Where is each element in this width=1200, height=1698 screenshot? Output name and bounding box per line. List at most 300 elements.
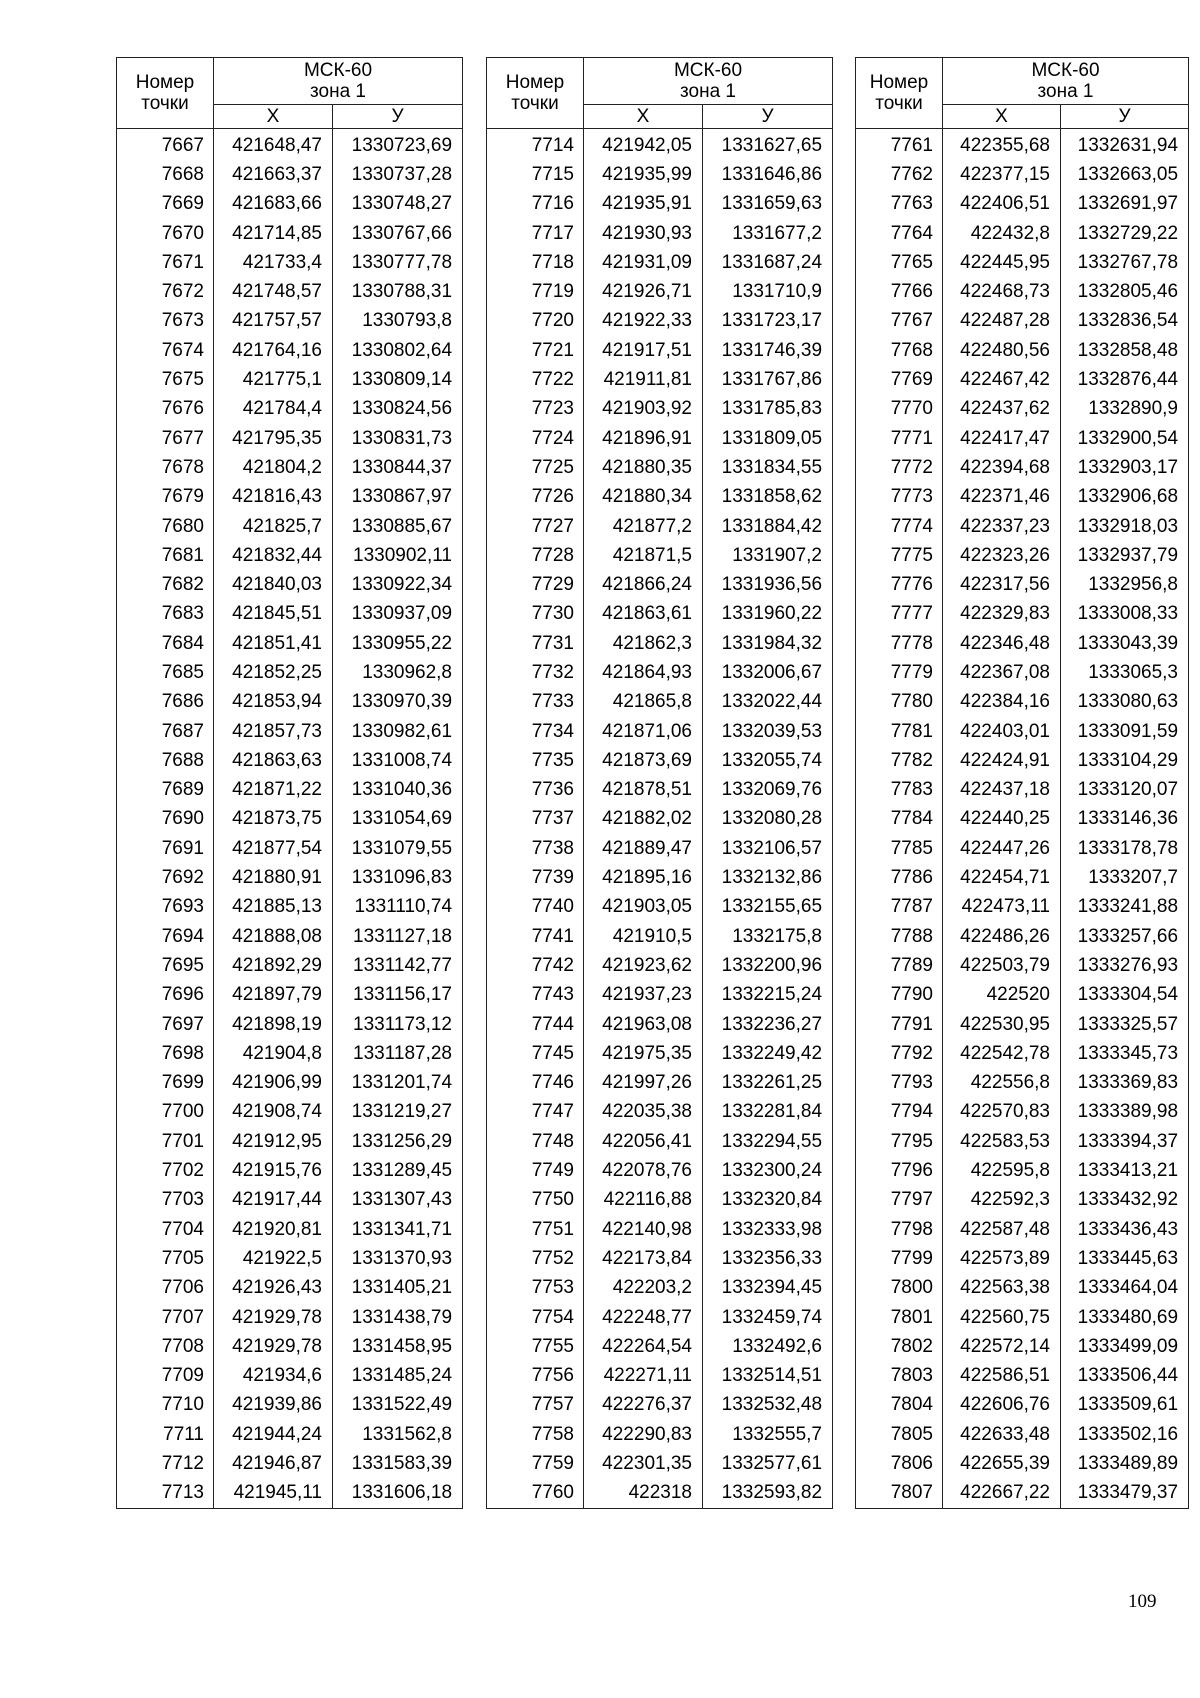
- x-coordinate-cell: 422587,48: [943, 1215, 1061, 1244]
- table-row: [117, 277, 463, 306]
- x-coordinate-cell: 421775,1: [214, 365, 333, 394]
- point-number-cell: 7749: [487, 1156, 584, 1185]
- x-coordinate-cell: 422655,39: [943, 1449, 1061, 1478]
- y-coordinate-cell: 1332937,79: [1061, 541, 1189, 570]
- x-coordinate-cell: 421882,02: [584, 805, 703, 834]
- x-coordinate-cell: 422586,51: [943, 1361, 1061, 1390]
- table-row: [487, 1244, 833, 1273]
- table-row: [487, 395, 833, 424]
- point-number-cell: 7798: [856, 1215, 943, 1244]
- y-coordinate-cell: 1333436,43: [1061, 1215, 1189, 1244]
- table-row: [487, 1069, 833, 1098]
- coordinates-table-1: [116, 57, 463, 1509]
- y-coordinate-cell: 1333257,66: [1061, 922, 1189, 951]
- y-coordinate-cell: 1331110,74: [333, 893, 463, 922]
- y-column-header: У: [1061, 105, 1189, 129]
- point-number-cell: 7800: [856, 1274, 943, 1303]
- x-coordinate-cell: 422468,73: [943, 277, 1061, 306]
- table-row: [856, 1391, 1189, 1420]
- table-row: [487, 541, 833, 570]
- x-coordinate-cell: 421877,54: [214, 834, 333, 863]
- x-coordinate-cell: 421888,08: [214, 922, 333, 951]
- table-row: [117, 160, 463, 189]
- table-row: [856, 629, 1189, 658]
- table-row: [117, 1449, 463, 1478]
- table-row: [487, 1098, 833, 1127]
- point-number-cell: 7756: [487, 1361, 584, 1390]
- x-coordinate-cell: 421903,05: [584, 893, 703, 922]
- x-coordinate-cell: 421917,51: [584, 336, 703, 365]
- point-number-cell: 7778: [856, 629, 943, 658]
- y-coordinate-cell: 1333369,83: [1061, 1069, 1189, 1098]
- table-row: [487, 190, 833, 219]
- y-coordinate-cell: 1331562,8: [333, 1420, 463, 1449]
- x-coordinate-cell: 421926,43: [214, 1274, 333, 1303]
- point-number-cell: 7766: [856, 277, 943, 306]
- table-row: [117, 863, 463, 892]
- x-coordinate-cell: 421757,57: [214, 307, 333, 336]
- x-coordinate-cell: 422346,48: [943, 629, 1061, 658]
- table-row: [487, 1303, 833, 1332]
- table-row: [117, 1098, 463, 1127]
- table-row: [487, 629, 833, 658]
- x-coordinate-cell: 421915,76: [214, 1156, 333, 1185]
- point-number-cell: 7695: [117, 951, 214, 980]
- table-row: [117, 1361, 463, 1390]
- point-number-cell: 7674: [117, 336, 214, 365]
- table-row: [117, 951, 463, 980]
- table-row: [117, 1127, 463, 1156]
- y-coordinate-cell: 1331219,27: [333, 1098, 463, 1127]
- table-row: [487, 483, 833, 512]
- table-row: [487, 600, 833, 629]
- y-coordinate-cell: 1332729,22: [1061, 219, 1189, 248]
- y-coordinate-cell: 1330844,37: [333, 453, 463, 482]
- x-coordinate-cell: 421663,37: [214, 160, 333, 189]
- y-coordinate-cell: 1331127,18: [333, 922, 463, 951]
- point-number-cell: 7743: [487, 981, 584, 1010]
- table-row: [487, 1215, 833, 1244]
- y-coordinate-cell: 1331008,74: [333, 746, 463, 775]
- y-coordinate-cell: 1332492,6: [703, 1332, 833, 1361]
- y-coordinate-cell: 1330802,64: [333, 336, 463, 365]
- point-number-cell: 7767: [856, 307, 943, 336]
- x-coordinate-cell: 422467,42: [943, 365, 1061, 394]
- x-column-header: X: [214, 105, 333, 129]
- table-row: [856, 160, 1189, 189]
- x-coordinate-cell: 422140,98: [584, 1215, 703, 1244]
- point-number-cell: 7780: [856, 688, 943, 717]
- y-coordinate-cell: 1330955,22: [333, 629, 463, 658]
- y-coordinate-cell: 1331834,55: [703, 453, 833, 482]
- y-coordinate-cell: 1333043,39: [1061, 629, 1189, 658]
- point-number-header: Номер точки: [117, 58, 214, 129]
- y-coordinate-cell: 1333091,59: [1061, 717, 1189, 746]
- table-row: [487, 424, 833, 453]
- x-coordinate-cell: 422406,51: [943, 190, 1061, 219]
- y-coordinate-cell: 1331960,22: [703, 600, 833, 629]
- x-coordinate-cell: 421895,16: [584, 863, 703, 892]
- y-coordinate-cell: 1330922,34: [333, 570, 463, 599]
- point-number-header: Номер точки: [856, 58, 943, 129]
- point-number-cell: 7782: [856, 746, 943, 775]
- x-coordinate-cell: 422355,68: [943, 129, 1061, 161]
- point-number-cell: 7753: [487, 1274, 584, 1303]
- x-coordinate-cell: 421795,35: [214, 424, 333, 453]
- table-row: [856, 307, 1189, 336]
- x-coordinate-cell: 422440,25: [943, 805, 1061, 834]
- point-number-cell: 7740: [487, 893, 584, 922]
- coordinate-system-header: МСК-60 зона 1: [584, 58, 833, 105]
- x-coordinate-cell: 422116,88: [584, 1186, 703, 1215]
- table-row: [487, 570, 833, 599]
- x-coordinate-cell: 421935,91: [584, 190, 703, 219]
- y-coordinate-cell: 1332663,05: [1061, 160, 1189, 189]
- x-coordinate-cell: 421853,94: [214, 688, 333, 717]
- y-coordinate-cell: 1331341,71: [333, 1215, 463, 1244]
- table-row: [117, 395, 463, 424]
- y-coordinate-cell: 1332890,9: [1061, 395, 1189, 424]
- point-number-cell: 7735: [487, 746, 584, 775]
- point-number-cell: 7713: [117, 1479, 214, 1509]
- x-coordinate-cell: 421897,79: [214, 981, 333, 1010]
- x-coordinate-cell: 421946,87: [214, 1449, 333, 1478]
- point-number-cell: 7701: [117, 1127, 214, 1156]
- table-row: [856, 1479, 1189, 1509]
- point-number-cell: 7733: [487, 688, 584, 717]
- x-coordinate-cell: 422570,83: [943, 1098, 1061, 1127]
- table-row: [856, 1010, 1189, 1039]
- x-coordinate-cell: 422445,95: [943, 248, 1061, 277]
- y-coordinate-cell: 1331984,32: [703, 629, 833, 658]
- y-coordinate-cell: 1331809,05: [703, 424, 833, 453]
- y-coordinate-cell: 1331522,49: [333, 1391, 463, 1420]
- x-coordinate-cell: 422473,11: [943, 893, 1061, 922]
- x-coordinate-cell: 421683,66: [214, 190, 333, 219]
- table-row: [487, 512, 833, 541]
- point-number-cell: 7692: [117, 863, 214, 892]
- y-coordinate-cell: 1333080,63: [1061, 688, 1189, 717]
- y-coordinate-cell: 1331583,39: [333, 1449, 463, 1478]
- x-coordinate-cell: 422078,76: [584, 1156, 703, 1185]
- table-row: [117, 629, 463, 658]
- point-number-cell: 7675: [117, 365, 214, 394]
- y-coordinate-cell: 1332080,28: [703, 805, 833, 834]
- table-row: [117, 922, 463, 951]
- point-number-cell: 7729: [487, 570, 584, 599]
- y-coordinate-cell: 1333146,36: [1061, 805, 1189, 834]
- point-number-cell: 7693: [117, 893, 214, 922]
- x-coordinate-cell: 422276,37: [584, 1391, 703, 1420]
- y-coordinate-cell: 1332175,8: [703, 922, 833, 951]
- table-row: [856, 1274, 1189, 1303]
- point-number-cell: 7720: [487, 307, 584, 336]
- table-row: [856, 1069, 1189, 1098]
- table-row: [856, 512, 1189, 541]
- x-coordinate-cell: 421851,41: [214, 629, 333, 658]
- point-number-cell: 7709: [117, 1361, 214, 1390]
- point-number-cell: 7716: [487, 190, 584, 219]
- y-coordinate-cell: 1332132,86: [703, 863, 833, 892]
- point-number-cell: 7714: [487, 129, 584, 161]
- table-row: [856, 893, 1189, 922]
- point-number-cell: 7758: [487, 1420, 584, 1449]
- y-coordinate-cell: 1332069,76: [703, 776, 833, 805]
- x-coordinate-cell: 421942,05: [584, 129, 703, 161]
- y-coordinate-cell: 1333178,78: [1061, 834, 1189, 863]
- y-coordinate-cell: 1330788,31: [333, 277, 463, 306]
- point-number-cell: 7789: [856, 951, 943, 980]
- y-coordinate-cell: 1331142,77: [333, 951, 463, 980]
- x-coordinate-cell: 421748,57: [214, 277, 333, 306]
- y-coordinate-cell: 1331659,63: [703, 190, 833, 219]
- x-coordinate-cell: 422323,26: [943, 541, 1061, 570]
- point-number-cell: 7726: [487, 483, 584, 512]
- x-coordinate-cell: 422035,38: [584, 1098, 703, 1127]
- table-row: [856, 248, 1189, 277]
- y-coordinate-cell: 1330809,14: [333, 365, 463, 394]
- x-coordinate-cell: 421877,2: [584, 512, 703, 541]
- y-coordinate-cell: 1331458,95: [333, 1332, 463, 1361]
- x-coordinate-cell: 421825,7: [214, 512, 333, 541]
- point-number-cell: 7711: [117, 1420, 214, 1449]
- table-row: [487, 922, 833, 951]
- y-coordinate-cell: 1332249,42: [703, 1039, 833, 1068]
- table-row: [117, 658, 463, 687]
- point-number-cell: 7671: [117, 248, 214, 277]
- table-row: [856, 805, 1189, 834]
- y-coordinate-cell: 1331370,93: [333, 1244, 463, 1273]
- y-coordinate-cell: 1332514,51: [703, 1361, 833, 1390]
- table-row: [487, 248, 833, 277]
- x-coordinate-cell: 421873,75: [214, 805, 333, 834]
- point-number-cell: 7765: [856, 248, 943, 277]
- table-row: [487, 776, 833, 805]
- y-coordinate-cell: 1331054,69: [333, 805, 463, 834]
- y-coordinate-cell: 1332281,84: [703, 1098, 833, 1127]
- table-row: [117, 1274, 463, 1303]
- coordinates-table-3: [855, 57, 1189, 1509]
- x-coordinate-cell: 421935,99: [584, 160, 703, 189]
- table-row: [487, 688, 833, 717]
- table-row: [856, 776, 1189, 805]
- point-number-cell: 7683: [117, 600, 214, 629]
- point-number-cell: 7803: [856, 1361, 943, 1390]
- table-row: [117, 424, 463, 453]
- point-number-cell: 7797: [856, 1186, 943, 1215]
- point-number-cell: 7807: [856, 1479, 943, 1509]
- table-row: [117, 1332, 463, 1361]
- table-row: [117, 307, 463, 336]
- point-number-cell: 7699: [117, 1069, 214, 1098]
- y-coordinate-cell: 1331256,29: [333, 1127, 463, 1156]
- x-coordinate-cell: 421845,51: [214, 600, 333, 629]
- table-row: [117, 1215, 463, 1244]
- point-number-cell: 7736: [487, 776, 584, 805]
- x-coordinate-cell: 422329,83: [943, 600, 1061, 629]
- point-number-cell: 7785: [856, 834, 943, 863]
- table-row: [856, 1215, 1189, 1244]
- table-row: [487, 1332, 833, 1361]
- y-coordinate-cell: 1332593,82: [703, 1479, 833, 1509]
- table-row: [856, 129, 1189, 161]
- table-row: [487, 746, 833, 775]
- x-coordinate-cell: 421863,63: [214, 746, 333, 775]
- point-number-cell: 7792: [856, 1039, 943, 1068]
- coordinates-table-2: [486, 57, 833, 1509]
- table-row: [487, 365, 833, 394]
- point-number-cell: 7712: [117, 1449, 214, 1478]
- point-number-cell: 7721: [487, 336, 584, 365]
- table-row: [856, 365, 1189, 394]
- point-number-cell: 7678: [117, 453, 214, 482]
- x-coordinate-cell: 422301,35: [584, 1449, 703, 1478]
- point-number-cell: 7774: [856, 512, 943, 541]
- table-row: [856, 1244, 1189, 1273]
- y-coordinate-cell: 1333345,73: [1061, 1039, 1189, 1068]
- x-coordinate-cell: 422503,79: [943, 951, 1061, 980]
- y-coordinate-cell: 1333008,33: [1061, 600, 1189, 629]
- x-coordinate-cell: 421937,23: [584, 981, 703, 1010]
- x-coordinate-cell: 421733,4: [214, 248, 333, 277]
- point-number-cell: 7704: [117, 1215, 214, 1244]
- x-coordinate-cell: 421784,4: [214, 395, 333, 424]
- point-number-cell: 7777: [856, 600, 943, 629]
- x-coordinate-cell: 421939,86: [214, 1391, 333, 1420]
- point-number-cell: 7768: [856, 336, 943, 365]
- y-coordinate-cell: 1333479,37: [1061, 1479, 1189, 1509]
- y-coordinate-cell: 1330867,97: [333, 483, 463, 512]
- table-row: [487, 805, 833, 834]
- y-coordinate-cell: 1331173,12: [333, 1010, 463, 1039]
- y-column-header: У: [333, 105, 463, 129]
- table-row: [117, 1479, 463, 1509]
- table-row: [117, 190, 463, 219]
- x-coordinate-cell: 422173,84: [584, 1244, 703, 1273]
- point-number-cell: 7707: [117, 1303, 214, 1332]
- point-number-cell: 7759: [487, 1449, 584, 1478]
- table-row: [117, 541, 463, 570]
- table-row: [487, 1039, 833, 1068]
- x-coordinate-cell: 422264,54: [584, 1332, 703, 1361]
- page-number: 109: [1128, 1591, 1157, 1612]
- table-row: [856, 277, 1189, 306]
- y-coordinate-cell: 1331687,24: [703, 248, 833, 277]
- y-coordinate-cell: 1331405,21: [333, 1274, 463, 1303]
- x-coordinate-cell: 421863,61: [584, 600, 703, 629]
- y-coordinate-cell: 1332532,48: [703, 1391, 833, 1420]
- table-row: [487, 981, 833, 1010]
- table-row: [487, 1479, 833, 1509]
- point-number-cell: 7764: [856, 219, 943, 248]
- y-coordinate-cell: 1331785,83: [703, 395, 833, 424]
- y-coordinate-cell: 1331627,65: [703, 129, 833, 161]
- y-coordinate-cell: 1333499,09: [1061, 1332, 1189, 1361]
- table-row: [856, 717, 1189, 746]
- point-number-cell: 7751: [487, 1215, 584, 1244]
- y-coordinate-cell: 1332459,74: [703, 1303, 833, 1332]
- point-number-cell: 7669: [117, 190, 214, 219]
- x-coordinate-cell: 422560,75: [943, 1303, 1061, 1332]
- point-number-cell: 7668: [117, 160, 214, 189]
- y-coordinate-cell: 1331767,86: [703, 365, 833, 394]
- point-number-cell: 7702: [117, 1156, 214, 1185]
- coordinate-system-header: МСК-60 зона 1: [943, 58, 1189, 105]
- table-row: [856, 981, 1189, 1010]
- point-number-cell: 7771: [856, 424, 943, 453]
- x-coordinate-cell: 422447,26: [943, 834, 1061, 863]
- y-coordinate-cell: 1330902,11: [333, 541, 463, 570]
- point-number-cell: 7760: [487, 1479, 584, 1509]
- point-number-cell: 7754: [487, 1303, 584, 1332]
- point-number-cell: 7703: [117, 1186, 214, 1215]
- point-number-cell: 7776: [856, 570, 943, 599]
- x-coordinate-cell: 421871,5: [584, 541, 703, 570]
- y-coordinate-cell: 1332333,98: [703, 1215, 833, 1244]
- x-coordinate-cell: 421880,35: [584, 453, 703, 482]
- x-coordinate-cell: 422592,3: [943, 1186, 1061, 1215]
- point-number-cell: 7708: [117, 1332, 214, 1361]
- y-coordinate-cell: 1331485,24: [333, 1361, 463, 1390]
- table-row: [487, 336, 833, 365]
- coordinates-table-body: [856, 129, 1189, 1509]
- point-number-cell: 7770: [856, 395, 943, 424]
- table-row: [856, 600, 1189, 629]
- point-number-cell: 7722: [487, 365, 584, 394]
- x-coordinate-cell: 421923,62: [584, 951, 703, 980]
- table-row: [487, 307, 833, 336]
- point-number-cell: 7698: [117, 1039, 214, 1068]
- table-row: [117, 1069, 463, 1098]
- table-row: [117, 688, 463, 717]
- y-coordinate-cell: 1332577,61: [703, 1449, 833, 1478]
- table-row: [117, 1010, 463, 1039]
- y-coordinate-cell: 1333464,04: [1061, 1274, 1189, 1303]
- table-row: [487, 1420, 833, 1449]
- point-number-cell: 7677: [117, 424, 214, 453]
- table-row: [117, 834, 463, 863]
- point-number-cell: 7742: [487, 951, 584, 980]
- table-row: [117, 776, 463, 805]
- table-row: [117, 1039, 463, 1068]
- y-coordinate-cell: 1332858,48: [1061, 336, 1189, 365]
- table-row: [856, 688, 1189, 717]
- y-coordinate-cell: 1333304,54: [1061, 981, 1189, 1010]
- y-coordinate-cell: 1332300,24: [703, 1156, 833, 1185]
- table-row: [856, 951, 1189, 980]
- point-number-cell: 7794: [856, 1098, 943, 1127]
- y-coordinate-cell: 1331606,18: [333, 1479, 463, 1509]
- table-row: [487, 160, 833, 189]
- y-coordinate-cell: 1332055,74: [703, 746, 833, 775]
- table-row: [487, 1010, 833, 1039]
- point-number-cell: 7745: [487, 1039, 584, 1068]
- table-row: [117, 365, 463, 394]
- x-coordinate-cell: 421865,8: [584, 688, 703, 717]
- y-coordinate-cell: 1332903,17: [1061, 453, 1189, 482]
- y-coordinate-cell: 1330937,09: [333, 600, 463, 629]
- table-row: [856, 190, 1189, 219]
- point-number-cell: 7700: [117, 1098, 214, 1127]
- table-row: [117, 1420, 463, 1449]
- point-number-cell: 7730: [487, 600, 584, 629]
- table-row: [856, 1186, 1189, 1215]
- y-coordinate-cell: 1331079,55: [333, 834, 463, 863]
- table-row: [856, 483, 1189, 512]
- point-number-cell: 7783: [856, 776, 943, 805]
- table-row: [117, 483, 463, 512]
- point-number-cell: 7784: [856, 805, 943, 834]
